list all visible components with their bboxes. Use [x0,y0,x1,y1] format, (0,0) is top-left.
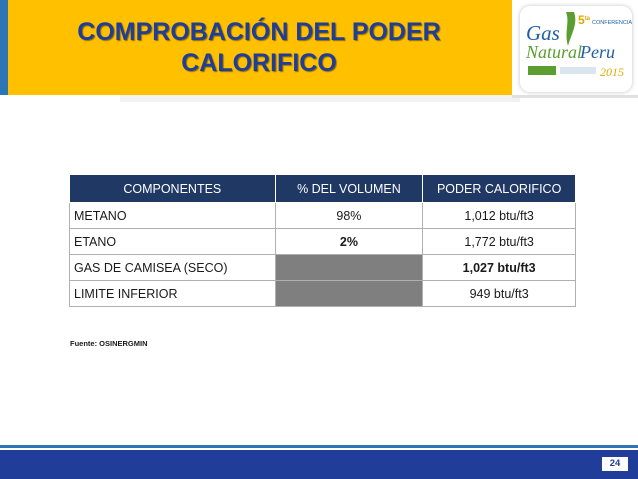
cell-componente: LIMITE INFERIOR [70,281,276,307]
cell-volumen-shaded [275,255,423,281]
cell-componente: ETANO [70,229,276,255]
header-componentes: COMPONENTES [70,175,276,203]
logo-edition-number [578,13,591,27]
accent-strip [0,0,8,95]
logo-word-gas: Gas [526,21,560,45]
cell-poder: 1,012 btu/ft3 [423,203,576,229]
cell-volumen: 98% [275,203,423,229]
footer-bar [0,450,638,479]
title-banner [8,0,520,95]
logo-area [512,0,638,98]
cell-poder: 1,772 btu/ft3 [423,229,576,255]
table-row [70,229,576,255]
title-line-2: CALORIFICO [181,48,337,77]
cell-poder: 1,027 btu/ft3 [423,255,576,281]
page-number: 24 [602,457,628,471]
logo-info-tag [560,67,596,74]
logo-year: 2015 [600,65,624,79]
cell-componente: METANO [70,203,276,229]
logo-word-natural: Natural [526,42,583,62]
logo-edition-word: CONFERENCIA [592,20,632,26]
banner-shadow [120,95,520,102]
slide-title [69,17,449,79]
table-row [70,203,576,229]
table-row [70,255,576,281]
components-table [69,174,576,307]
source-note: Fuente: OSINERGMIN [70,339,148,348]
logo-word-peru: Peru [580,42,615,62]
footer-accent-line [0,445,638,448]
leaf-icon [566,12,575,46]
cell-poder: 949 btu/ft3 [423,281,576,307]
gas-natural-peru-logo [520,6,632,92]
title-line-1: COMPROBACIÓN DEL PODER [77,17,441,46]
table-header-row [70,175,576,203]
logo-green-tag [528,66,556,75]
cell-volumen-shaded [275,281,423,307]
header-volumen: % DEL VOLUMEN [275,175,423,203]
logo-edition-suffix: ta [584,16,591,22]
conference-logo [520,6,632,92]
header-poder-calorifico: PODER CALORIFICO [423,175,576,203]
logo-edition-num: 5 [578,13,585,27]
cell-volumen: 2% [275,229,423,255]
cell-componente: GAS DE CAMISEA (SECO) [70,255,276,281]
table-row [70,281,576,307]
